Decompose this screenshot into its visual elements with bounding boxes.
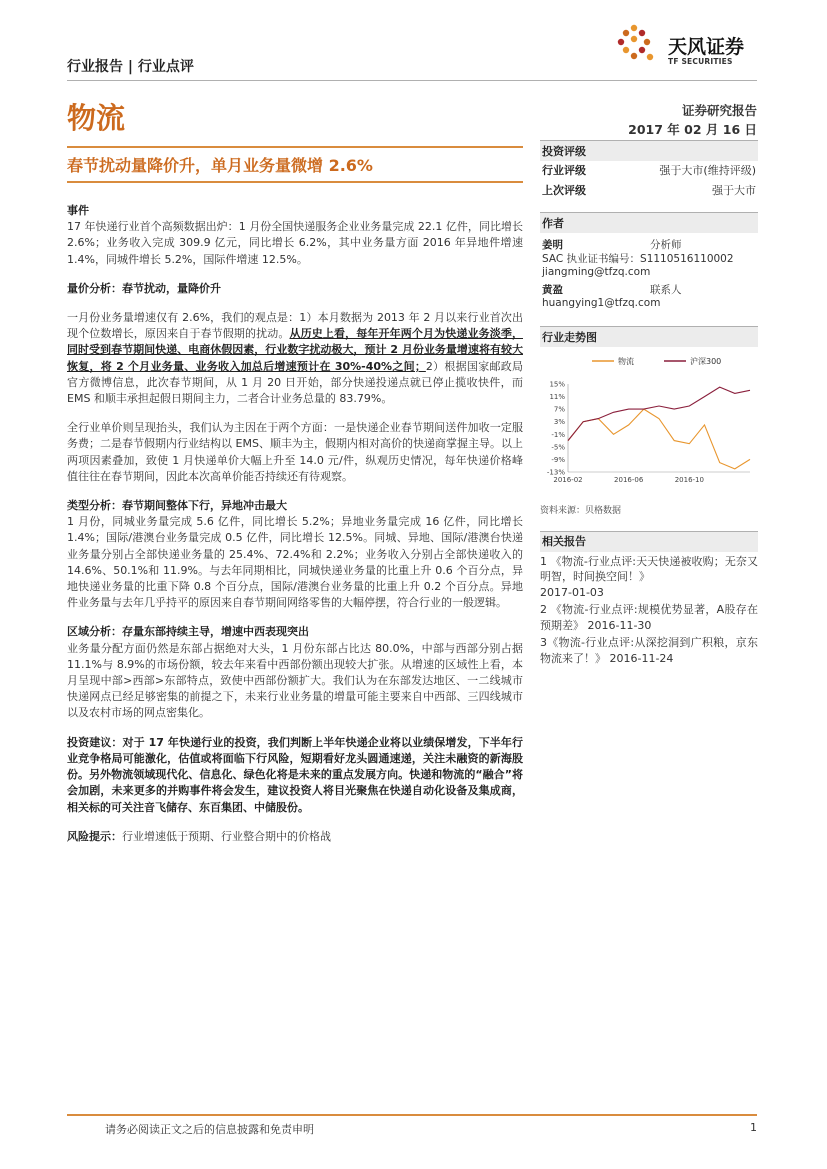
x-tick-label: 2016-06 [614,476,644,484]
event-text: 17 年快递行业首个高频数据出炉：1 月份全国快递服务企业业务量完成 22.1 亿件，同比增长 2.6%；业务收入完成 309.9 亿元，同比增长 6.2%，其中业务量方面 2016 年异地件增速 1.4%，同城件增长 5.2%，国际件增速 12.5%。 [67,220,523,266]
type-heading: 类型分析：春节期间整体下行，异地冲击最大 [67,499,287,513]
y-tick-label: 3% [553,418,565,427]
author-box [540,212,758,311]
footer-disclaimer: 请务必阅读正文之后的信息披露和免责申明 [105,1123,314,1136]
y-tick-label: -13% [546,468,565,477]
investment-advice: 投资建议：对于 17 年快递行业的投资，我们判断上半年快递企业将以业绩保增发，下半年行业竞争格局可能激化，估值或将面临下行风险，短期看好龙头圆通速递，关注未融资的新海股份。另外物流领域现代化、信息化、绿色化将是未来的重点发展方向。快递和物流的“融合”将会加剧，未来更多的并购事件将会发生，建议投资人将目光聚焦在快递自动化设备及集成商，相关标的可关注音飞储存、东百集团、中储股份。 [67,735,523,814]
x-tick-label: 2016-10 [674,476,704,484]
series-line [568,387,750,441]
chart-heading-box [540,326,758,347]
volume-paragraph-1: 一月份业务量增速仅有 2.6%，我们的观点是：1）本月数据为 2013 年 2 月以来行业首次出现个位数增长，原因来自于春节假期的扰动。从历史上看，每年开年两个月为快递业务淡季，同时受到春节期间快递、电商休假因素，行业数字扰动极大，预计 2 月份业务量增速将有较大恢复，将 2 个月业务量、业务收入加总后增速预计在 30%-40%之间；2）根据国家邮政局官方微博信息，此次春节期间，从 1 月 20 日开始，部分快递投递点就已停止揽收快件，而 EMS 和顺丰承担起假日期间主力，二者合计业务总量的 83.79%。 [67,311,523,406]
chart-source: 资料来源：贝格数据 [540,506,622,516]
y-tick-label: -5% [551,443,565,452]
y-tick-label: 15% [549,380,565,389]
main-body [67,203,523,845]
volume-heading: 量价分析：春节扰动，量降价升 [67,281,221,295]
industry-rating-row: 行业评级 强于大市(维持评级) [542,164,756,177]
y-tick-label: 7% [553,405,565,414]
author-1: 姜明 分析师 SAC 执业证书编号：S1110516110002 jiangming@tfzq.com [540,239,758,280]
related-heading: 相关报告 [540,531,758,552]
rating-box [540,140,758,201]
page-number: 1 [750,1121,757,1134]
series-line [568,409,750,469]
report-title: 春节扰动量降价升，单月业务量微增 2.6% [67,156,373,175]
legend-label: 沪深300 [690,357,722,366]
header-divider [67,80,757,81]
region-text: 业务量分配方面仍然是东部占据绝对大头，1 月份东部占比达 80.0%，中部与西部分别占据 11.1%与 8.9%的市场份额，较去年来看中西部份额出现较大扩张。从增速的区域性上看，本月呈现中部>西部>东部特点，致使中西部份额扩大。我们认为在东部发达地区、一二线城市快递网点已经足够密集的前提之下，未来行业业务量的增量可能主要来自中西部、三四线城市以及农村市场的网点密集化。 [67,641,523,720]
logo-name: 天风证券 [668,36,745,58]
doc-date: 2017 年 02 月 16 日 [628,122,757,137]
author-heading: 作者 [540,212,758,233]
rating-heading: 投资评级 [540,140,758,161]
last-rating-row: 上次评级 强于大市 [542,184,756,197]
related-report[interactable]: 2 《物流-行业点评:规模优势显著，A股存在预期差》 2016-11-30 [540,603,758,632]
related-report[interactable]: 3《物流-行业点评:从深挖洞到广积粮，京东物流来了！》 2016-11-24 [540,636,758,665]
type-text: 1 月份，同城业务量完成 5.6 亿件，同比增长 5.2%；异地业务量完成 16 亿件，同比增长 1.4%；国际/港澳台业务量完成 0.5 亿件，同比增长 12.5%。同城、异地、国际/港澳台快递业务量分别占全部快递业务量的 25.4%、72.4%和 2.2%；业务收入分别占全部快递收入的 14.6%、50.1%和 11.9%。与去年同期相比，同城快递业务量的比重上升 0.6 个百分点，异地快递业务量的比重下降 0.8 个百分点，国际/港澳台业务量的比重上升 0.2 个百分点。异地件业务量与去年几乎持平的原因来自春节期间网络零售的大幅停摆，符合行业的一般逻辑。 [67,515,523,610]
y-tick-label: -1% [551,430,565,439]
last-rating-value: 强于大市 [712,184,756,197]
section-title: 物流 [67,101,126,135]
title-bottom-rule [67,181,523,183]
volume-paragraph-2: 全行业单价则呈现抬头，我们认为主因在于两个方面：一是快递企业春节期间送件加收一定服务费；二是春节假期内行业结构以 EMS、顺丰为主，假期内相对高价的快递商掌握主导。以上两项因素叠加，致使 1 月快递单价大幅上升至 14.0 元/件，纵观历史情况，每年快递价格峰值往往在春节期间，因此本次高单价能否持续还有待观察。 [67,421,523,483]
doc-type: 证券研究报告 [681,103,757,118]
y-tick-label: -9% [551,455,565,464]
x-tick-label: 2016-02 [553,476,583,484]
related-reports [540,531,758,666]
event-heading: 事件 [67,204,89,217]
footer-divider [67,1114,757,1116]
region-heading: 区域分析：存量东部持续主导，增速中西表现突出 [67,625,309,639]
y-tick-label: 11% [549,393,565,402]
industry-rating-value: 强于大市(维持评级) [659,164,756,177]
risk-warning: 风险提示：行业增速低于预期、行业整合期中的价格战 [67,829,331,843]
related-report[interactable]: 1 《物流-行业点评:天天快递被收购；无奈又明智，时间换空间！》 2017-01-03 [540,554,758,599]
author-2: 黄盈 联系人 huangying1@tfzq.com [540,284,758,311]
chart-heading: 行业走势图 [540,326,758,347]
logo-subtitle: TF SECURITIES [668,57,733,66]
volume-highlight: 从历史上看，每年开年两个月为快递业务淡季，同时受到春节期间快递、电商休假因素，行业数字扰动极大，预计 2 月份业务量增速将有较大恢复，将 2 个月业务量、业务收入加总后增速预计在 30%-40%之间； [67,327,523,373]
author-2-email[interactable]: huangying1@tfzq.com [542,297,661,309]
author-1-email[interactable]: jiangming@tfzq.com [542,266,651,278]
industry-trend-chart [540,348,758,498]
legend-label: 物流 [618,357,634,366]
breadcrumb: 行业报告 | 行业点评 [67,59,194,75]
title-top-rule [67,146,523,148]
